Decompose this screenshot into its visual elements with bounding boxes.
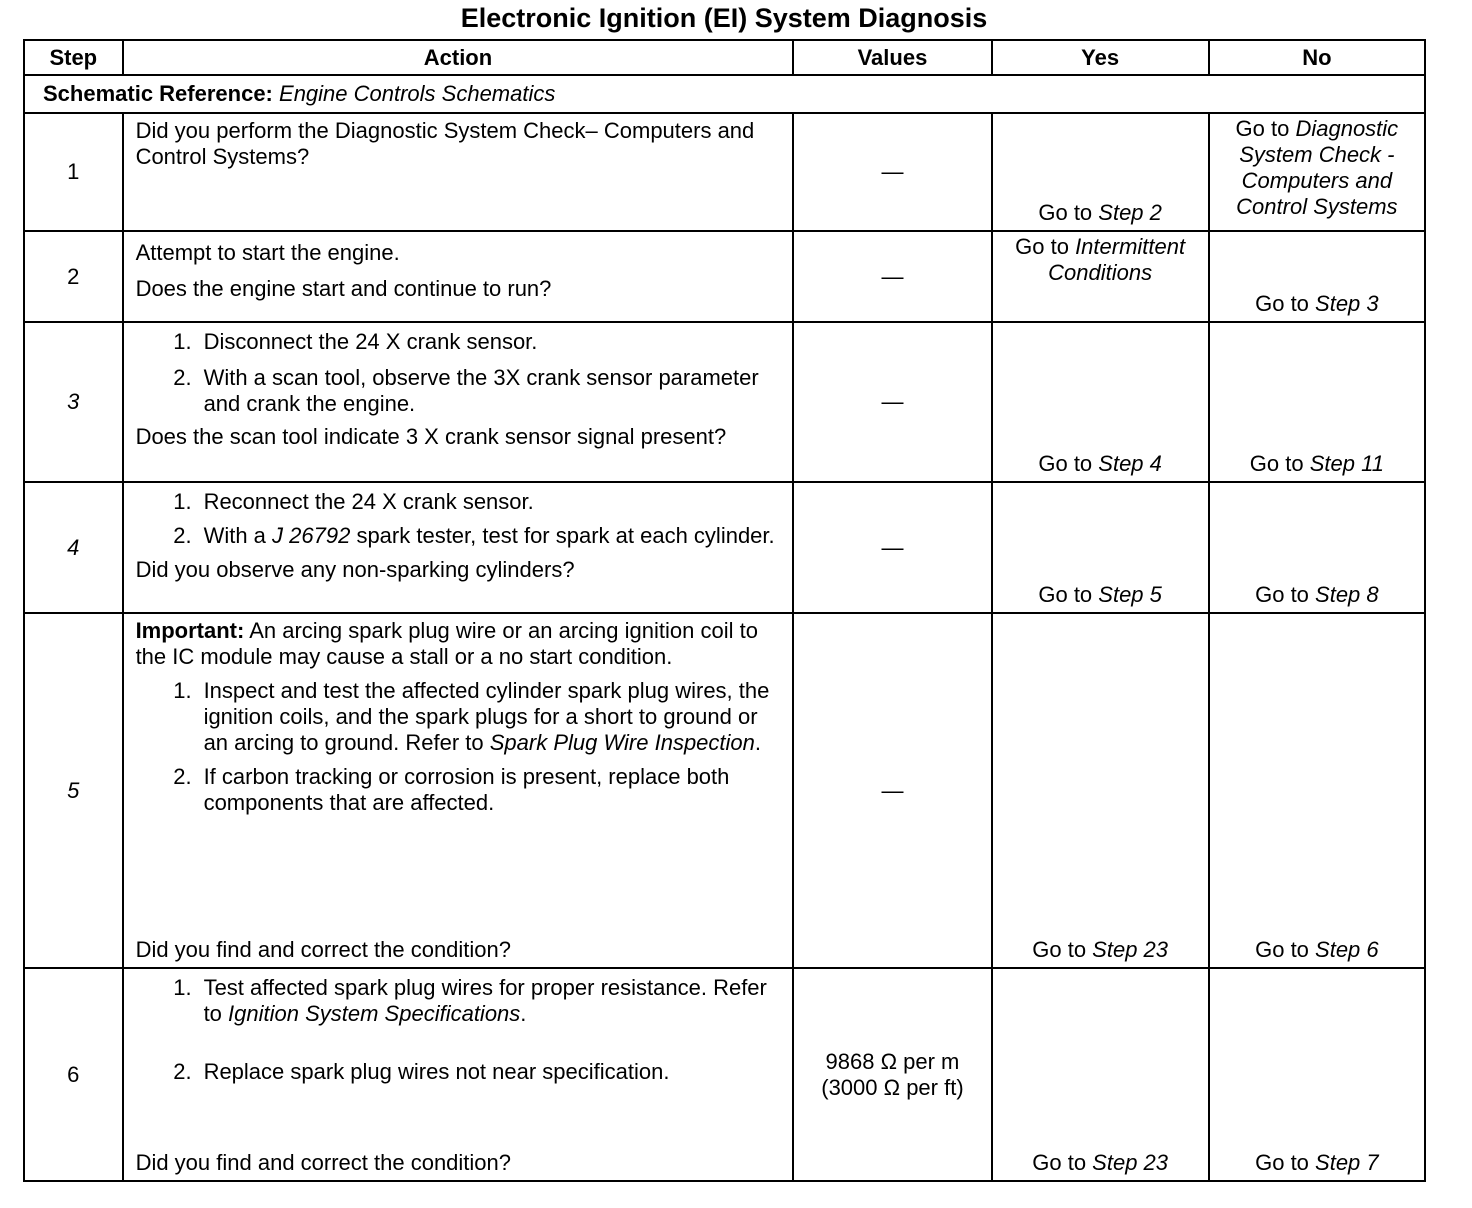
values-cell: — xyxy=(793,482,991,613)
yes-cell xyxy=(992,968,1209,1181)
action-text: Attempt to start the engine. xyxy=(135,240,400,265)
action-text: Did you perform the Diagnostic System Check– Computers and Control Systems? xyxy=(135,118,755,169)
text-segment: . xyxy=(754,730,762,755)
step-number: 4 xyxy=(24,482,123,613)
important-label: Important: xyxy=(135,618,245,643)
action-content xyxy=(136,973,783,1176)
goto-text: Go to xyxy=(1038,200,1099,225)
item-text: Replace spark plug wires not near specification. xyxy=(203,1058,670,1084)
text-segment: . xyxy=(520,1001,527,1026)
schematic-link: Engine Controls Schematics xyxy=(279,81,556,106)
action-cell xyxy=(123,231,794,322)
step-number: 3 xyxy=(24,322,123,482)
item-number: 2. xyxy=(173,764,192,789)
item-text: Reconnect the 24 X crank sensor. xyxy=(203,489,534,514)
diagnosis-table xyxy=(23,39,1426,1182)
no-ref: Step 3 xyxy=(1315,291,1379,316)
item-text xyxy=(204,975,783,1027)
action-cell xyxy=(123,322,794,482)
goto-text: Go to xyxy=(1235,116,1296,141)
header-row xyxy=(24,40,1425,75)
yes-ref: Step 2 xyxy=(1098,200,1162,225)
item-number: 2. xyxy=(173,365,192,390)
list-item xyxy=(136,1059,783,1085)
yes-ref: Step 23 xyxy=(1092,1150,1169,1175)
list-item xyxy=(136,975,783,1027)
action-question: Does the scan tool indicate 3 X crank sensor signal present? xyxy=(135,424,727,449)
no-ref: Step 6 xyxy=(1315,937,1379,962)
goto-text: Go to xyxy=(1032,1150,1093,1175)
values-cell: — xyxy=(793,113,991,231)
important-note xyxy=(136,618,783,670)
tool-ref: J 26792 xyxy=(272,523,351,548)
no-ref: Diagnostic System Check - Computers and Control Systems xyxy=(1236,116,1399,219)
values-cell: — xyxy=(793,231,991,322)
item-text: If carbon tracking or corrosion is present, replace both components that are affected. xyxy=(203,764,730,815)
list-item xyxy=(136,764,783,816)
yes-ref: Step 5 xyxy=(1098,582,1162,607)
goto-text: Go to xyxy=(1255,937,1316,962)
header-no: No xyxy=(1209,40,1425,75)
list-item xyxy=(136,678,783,756)
table-row xyxy=(24,322,1425,482)
item-text: With a scan tool, observe the 3X crank sensor parameter and crank the engine. xyxy=(203,365,759,416)
yes-cell xyxy=(992,113,1209,231)
values-cell xyxy=(793,968,991,1181)
table-row xyxy=(24,231,1425,322)
list-item xyxy=(136,523,783,549)
header-step: Step xyxy=(24,40,123,75)
step-number: 2 xyxy=(24,231,123,322)
header-values: Values xyxy=(793,40,991,75)
list-item xyxy=(136,365,783,417)
yes-cell xyxy=(992,482,1209,613)
item-number: 2. xyxy=(173,523,192,548)
text-segment: spark tester, test for spark at each cylinder. xyxy=(350,523,775,548)
no-ref: Step 8 xyxy=(1315,582,1379,607)
table-row xyxy=(24,482,1425,613)
procedure-ref: Spark Plug Wire Inspection xyxy=(489,730,755,755)
text-segment: Test affected spark plug wires for proper resistance. Refer to xyxy=(203,975,767,1026)
yes-ref: Intermittent Conditions xyxy=(1048,234,1186,285)
yes-cell xyxy=(992,322,1209,482)
schematic-row xyxy=(24,75,1425,113)
text-segment: With a xyxy=(203,523,273,548)
yes-cell xyxy=(992,231,1209,322)
no-cell xyxy=(1209,113,1425,231)
document-title: Electronic Ignition (EI) System Diagnosis xyxy=(460,3,988,33)
spec-ref: Ignition System Specifications xyxy=(228,1001,521,1026)
goto-text: Go to xyxy=(1249,451,1310,476)
item-number: 1. xyxy=(173,329,192,354)
action-question: Did you find and correct the condition? xyxy=(135,937,512,962)
no-ref: Step 11 xyxy=(1309,451,1384,476)
values-cell: — xyxy=(793,613,991,968)
action-body xyxy=(136,618,783,816)
schematic-label: Schematic Reference: xyxy=(43,81,273,106)
resistance-metric: 9868 Ω per m xyxy=(825,1048,960,1074)
yes-cell xyxy=(992,613,1209,968)
text-segment: Inspect and test the affected cylinder spark plug wires, the ignition coils, and the spark plugs for a short to ground or an arcing to ground. Refer to xyxy=(203,678,770,755)
yes-ref: Step 4 xyxy=(1098,451,1162,476)
important-text: An arcing spark plug wire or an arcing ignition coil to the IC module may cause a stall or a no start condition. xyxy=(135,618,758,669)
step-number: 6 xyxy=(24,968,123,1181)
item-number: 1. xyxy=(173,975,192,1000)
header-action: Action xyxy=(123,40,794,75)
item-number: 1. xyxy=(173,489,192,514)
item-text: Disconnect the 24 X crank sensor. xyxy=(203,329,538,354)
no-cell xyxy=(1209,613,1425,968)
item-text xyxy=(204,678,783,756)
no-cell xyxy=(1209,482,1425,613)
table-row xyxy=(24,968,1425,1181)
goto-text: Go to xyxy=(1255,1150,1316,1175)
list-item xyxy=(136,489,783,515)
item-number: 2. xyxy=(173,1058,192,1084)
list-item xyxy=(136,329,783,355)
action-cell xyxy=(123,482,794,613)
goto-text: Go to xyxy=(1255,582,1316,607)
step-number: 1 xyxy=(24,113,123,231)
action-question: Did you find and correct the condition? xyxy=(135,1150,512,1175)
header-yes: Yes xyxy=(992,40,1209,75)
step-number: 5 xyxy=(24,613,123,968)
goto-text: Go to xyxy=(1032,937,1093,962)
no-cell xyxy=(1209,231,1425,322)
action-cell xyxy=(123,113,794,231)
action-question: Does the engine start and continue to run? xyxy=(135,276,552,301)
goto-text: Go to xyxy=(1015,234,1076,259)
item-number: 1. xyxy=(173,678,192,703)
item-text xyxy=(204,523,783,549)
goto-text: Go to xyxy=(1038,451,1099,476)
no-cell xyxy=(1209,322,1425,482)
action-cell xyxy=(123,968,794,1181)
yes-ref: Step 23 xyxy=(1092,937,1169,962)
action-question: Did you observe any non-sparking cylinders? xyxy=(135,557,575,582)
resistance-imperial: (3000 Ω per ft) xyxy=(821,1074,964,1100)
table-row xyxy=(24,113,1425,231)
goto-text: Go to xyxy=(1038,582,1099,607)
no-ref: Step 7 xyxy=(1315,1150,1379,1175)
table-row xyxy=(24,613,1425,968)
values-cell: — xyxy=(793,322,991,482)
goto-text: Go to xyxy=(1255,291,1316,316)
no-cell xyxy=(1209,968,1425,1181)
schematic-reference xyxy=(24,75,1425,113)
action-cell xyxy=(123,613,794,968)
action-content xyxy=(136,618,783,963)
